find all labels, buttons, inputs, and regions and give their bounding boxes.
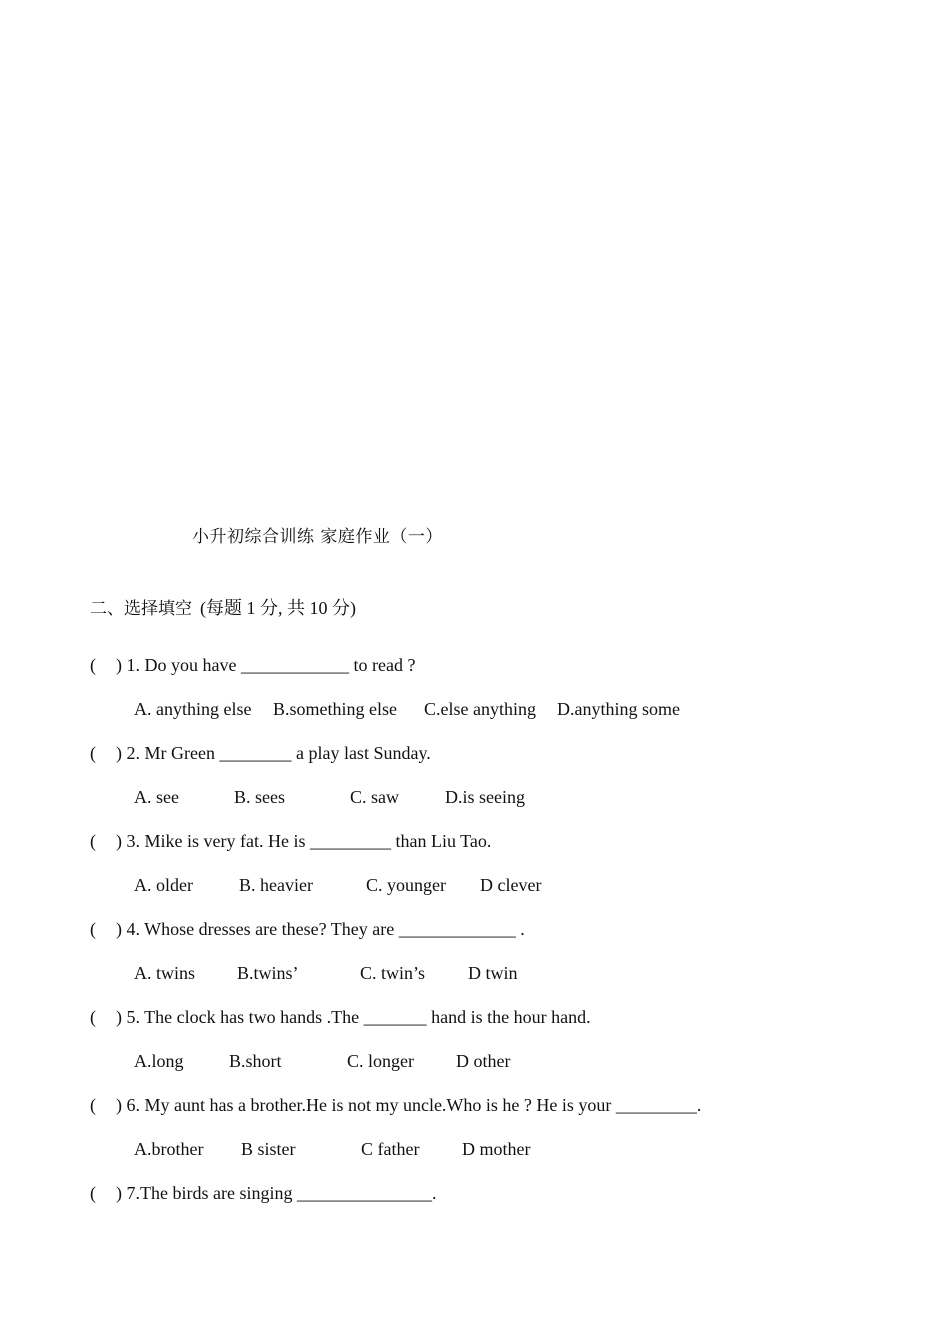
option-c: C.else anything — [424, 699, 536, 719]
question-text: ) 3. Mike is very fat. He is _________ than Liu Tao. — [116, 831, 492, 851]
option-a: A. see — [134, 787, 179, 807]
option-d: D.is seeing — [445, 787, 525, 807]
option-c: C. twin’s — [360, 963, 426, 983]
question-text: ) 4. Whose dresses are these? They are _____________ . — [116, 919, 525, 939]
option-b: B. heavier — [239, 875, 313, 895]
section-score-note: (每题 1 分, 共 10 分) — [200, 598, 356, 618]
question-4 — [90, 919, 525, 940]
answer-blank-open: ( — [90, 1007, 96, 1027]
section-title: 二、选择填空 — [90, 599, 192, 619]
option-a: A.brother — [134, 1139, 204, 1159]
answer-blank-open: ( — [90, 655, 96, 675]
question-text: ) 7.The birds are singing _______________. — [116, 1183, 437, 1203]
option-a: A. twins — [134, 963, 196, 983]
option-d: D.anything some — [557, 699, 680, 719]
option-c: C father — [361, 1139, 420, 1159]
option-a: A.long — [134, 1051, 184, 1071]
option-c: C. younger — [366, 875, 446, 895]
section-heading — [90, 594, 356, 620]
question-3 — [90, 831, 491, 852]
answer-blank-open: ( — [90, 1095, 96, 1115]
option-a: A. older — [134, 875, 193, 895]
option-b: B.short — [229, 1051, 282, 1071]
option-d: D mother — [462, 1139, 531, 1159]
option-a: A. anything else — [134, 699, 252, 719]
option-d: D other — [456, 1051, 511, 1071]
question-text: ) 6. My aunt has a brother.He is not my uncle.Who is he ? He is your _________. — [116, 1095, 702, 1115]
option-c: C. saw — [350, 787, 399, 807]
answer-blank-open: ( — [90, 1183, 96, 1203]
option-b: B.something else — [273, 699, 397, 719]
option-d: D twin — [468, 963, 518, 983]
option-c: C. longer — [347, 1051, 414, 1071]
question-7 — [90, 1183, 436, 1204]
question-text: ) 2. Mr Green ________ a play last Sunday. — [116, 743, 431, 763]
answer-blank-open: ( — [90, 743, 96, 763]
option-b: B.twins’ — [237, 963, 299, 983]
option-b: B sister — [241, 1139, 296, 1159]
question-text: ) 5. The clock has two hands .The _______ hand is the hour hand. — [116, 1007, 591, 1027]
question-6 — [90, 1095, 701, 1116]
option-b: B. sees — [234, 787, 285, 807]
question-5 — [90, 1007, 591, 1028]
question-text: ) 1. Do you have ____________ to read ? — [116, 655, 416, 675]
page-title: 小升初综合训练 家庭作业（一） — [192, 527, 443, 547]
question-2 — [90, 743, 431, 764]
option-d: D clever — [480, 875, 542, 895]
answer-blank-open: ( — [90, 919, 96, 939]
question-1 — [90, 655, 415, 676]
answer-blank-open: ( — [90, 831, 96, 851]
